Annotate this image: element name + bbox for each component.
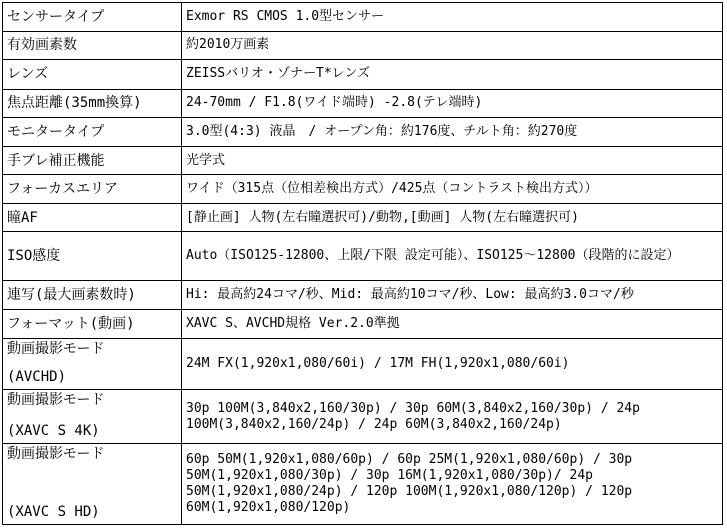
spec-row-lens [3, 60, 723, 90]
spec-value [182, 444, 723, 525]
spec-value-line: 24M FX(1,920x1,080/60i) / 17M FH(1,920x1,080/60i) [186, 356, 570, 372]
spec-value-line: 50M(1,920x1,080/30p) / 30p 16M(1,920x1,080/30p)/ 24p [186, 468, 593, 484]
spec-value: 約2010万画素 [182, 31, 723, 60]
spec-label-line1: 動画撮影モード [7, 341, 105, 358]
spec-value: 3.0型(4:3) 液晶 / オープン角：約176度、チルト角：約270度 [182, 118, 723, 147]
spec-label [3, 390, 182, 444]
spec-value: 光学式 [182, 146, 723, 175]
spec-label: 有効画素数 [3, 31, 182, 60]
spec-label: フォーマット(動画) [3, 309, 182, 339]
spec-label: 瞳AF [3, 203, 182, 232]
spec-value: [静止画] 人物(左右瞳選択可)/動物,[動画] 人物(左右瞳選択可) [182, 203, 723, 232]
spec-value: Exmor RS CMOS 1.0型センサー [182, 3, 723, 32]
spec-value: 24-70mm / F1.8(ワイド端時) -2.8(テレ端時) [182, 89, 723, 118]
spec-label: フォーカスエリア [3, 175, 182, 204]
spec-label [3, 339, 182, 390]
spec-value: ワイド（315点（位相差検出方式）/425点（コントラスト検出方式）） [182, 175, 723, 204]
spec-row-stabilization [3, 146, 723, 175]
spec-value-line: 60M(1,920x1,080/120p) [186, 500, 351, 516]
spec-label-line2: (XAVC S 4K) [7, 423, 100, 440]
spec-row-movie-xavc-4k [3, 390, 723, 444]
spec-row-focal-length [3, 89, 723, 118]
spec-row-format [3, 309, 723, 339]
spec-row-sensor-type [3, 3, 723, 32]
spec-value-line: 50M(1,920x1,080/24p) / 120p 100M(1,920x1,080/120p) / 120p [186, 484, 633, 500]
spec-value-line: 100M(3,840x2,160/24p) / 24p 60M(3,840x2,160/24p) [186, 416, 562, 432]
spec-label-line2: (AVCHD) [7, 369, 67, 386]
spec-value [182, 390, 723, 444]
spec-label: センサータイプ [3, 3, 182, 32]
spec-label: 焦点距離(35mm換算) [3, 89, 182, 118]
spec-label: レンズ [3, 60, 182, 90]
spec-value [182, 339, 723, 390]
spec-row-iso [3, 232, 723, 281]
spec-label-line1: 動画撮影モード [7, 446, 105, 463]
spec-row-monitor-type [3, 118, 723, 147]
spec-label-line1: 動画撮影モード [7, 392, 105, 409]
spec-label [3, 444, 182, 525]
spec-row-focus-area [3, 175, 723, 204]
spec-value: XAVC S、AVCHD規格 Ver.2.0準拠 [182, 309, 723, 339]
spec-value-line: 60p 50M(1,920x1,080/60p) / 60p 25M(1,920x1,080/60p) / 30p [186, 452, 633, 468]
spec-row-movie-avchd [3, 339, 723, 390]
spec-value: Hi: 最高約24コマ/秒、Mid: 最高約10コマ/秒、Low: 最高約3.0コマ/秒 [182, 281, 723, 310]
spec-row-movie-xavc-hd [3, 444, 723, 525]
spec-row-burst [3, 281, 723, 310]
spec-row-effective-pixels [3, 31, 723, 60]
spec-label: ISO感度 [3, 232, 182, 281]
spec-table [2, 2, 723, 525]
spec-value: Auto（ISO125-12800、上限/下限 設定可能）、ISO125～12800（段階的に設定） [182, 232, 723, 281]
spec-value-line: 30p 100M(3,840x2,160/30p) / 30p 60M(3,840x2,160/30p) / 24p [186, 400, 640, 416]
spec-label-line2: (XAVC S HD) [7, 504, 100, 520]
spec-label: 連写(最大画素数時) [3, 281, 182, 310]
spec-label: 手ブレ補正機能 [3, 146, 182, 175]
spec-label: モニタータイプ [3, 118, 182, 147]
spec-row-eye-af [3, 203, 723, 232]
spec-value: ZEISSバリオ・ゾナーT*レンズ [182, 60, 723, 90]
